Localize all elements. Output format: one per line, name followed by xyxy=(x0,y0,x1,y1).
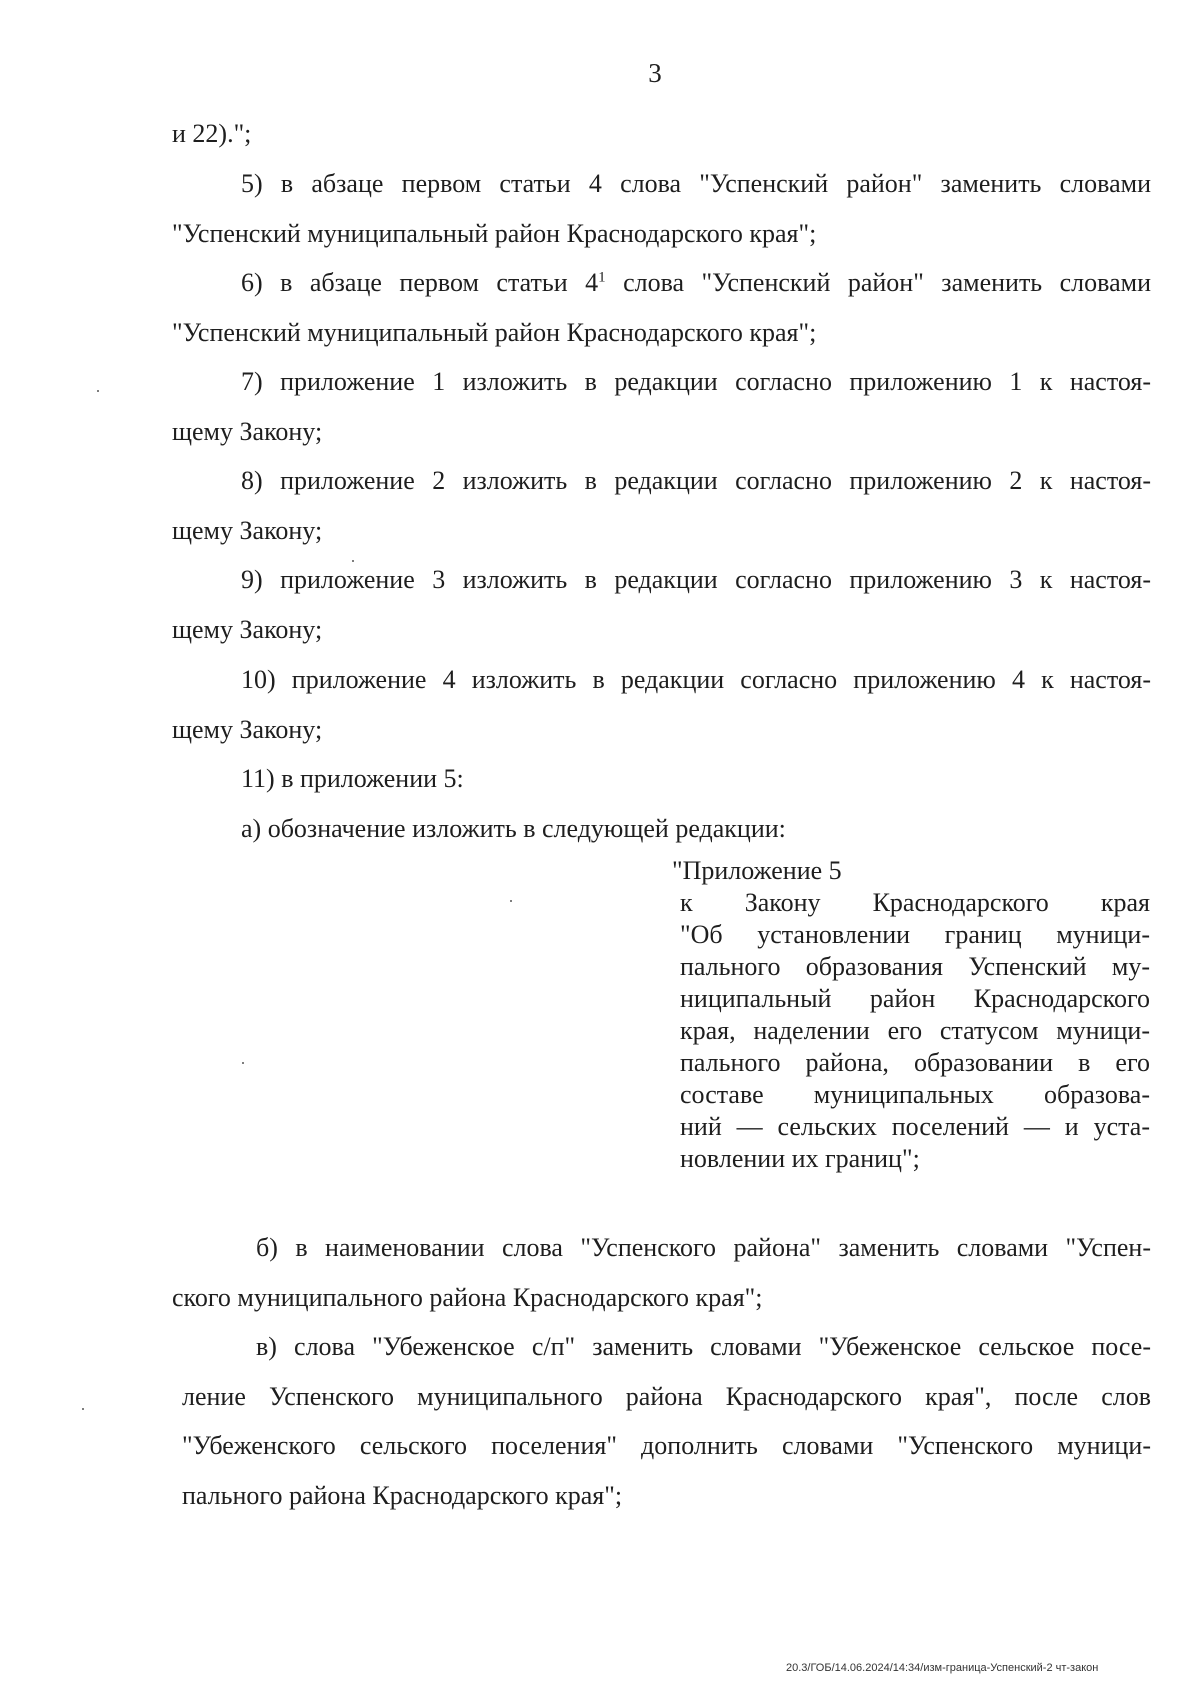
body-line: щему Закону; xyxy=(172,615,323,644)
body-line: 7) приложение 1 изложить в редакции согласно приложению 1 к настоя- xyxy=(241,367,1151,396)
appendix-line: пального района, образовании в его xyxy=(680,1048,1150,1077)
body-text: 6) в абзаце первом статьи 4 xyxy=(241,268,599,297)
body-line: и 22)."; xyxy=(172,119,252,148)
appendix-line: ний — сельских поселений — и уста- xyxy=(680,1112,1150,1141)
appendix-block xyxy=(672,855,1150,1175)
superscript: 1 xyxy=(598,269,606,286)
page-number: 3 xyxy=(648,58,662,88)
body-line: а) обозначение изложить в следующей редакции: xyxy=(241,814,786,843)
body-line: пального района Краснодарского края"; xyxy=(182,1481,623,1510)
document-code-footer: 20.3/ГОБ/14.06.2024/14:34/изм-граница-Успенский-2 чт-закон xyxy=(786,1662,1099,1674)
scan-speck xyxy=(97,390,99,392)
body-line: щему Закону; xyxy=(172,715,323,744)
appendix-line: к Закону Краснодарского края xyxy=(680,888,1150,917)
appendix-title: "Приложение 5 xyxy=(672,856,842,885)
body-line: "Успенский муниципальный район Краснодарского края"; xyxy=(172,318,817,347)
body-line: "Успенский муниципальный район Краснодарского края"; xyxy=(172,219,817,248)
body-line: 10) приложение 4 изложить в редакции согласно приложению 4 к настоя- xyxy=(241,665,1151,694)
body-line: "Убеженского сельского поселения" дополнить словами "Успенского муници- xyxy=(182,1431,1151,1460)
body-line: в) слова "Убеженское с/п" заменить словами "Убеженское сельское посе- xyxy=(256,1332,1151,1361)
body-line: ского муниципального района Краснодарского края"; xyxy=(172,1283,763,1312)
body-line: 5) в абзаце первом статьи 4 слова "Успенский район" заменить словами xyxy=(241,169,1151,198)
body-line xyxy=(241,267,1151,299)
body-line: 9) приложение 3 изложить в редакции согласно приложению 3 к настоя- xyxy=(241,565,1151,594)
appendix-line: составе муниципальных образова- xyxy=(680,1080,1150,1109)
appendix-line: новлении их границ"; xyxy=(680,1144,920,1173)
appendix-line: "Об установлении границ муници- xyxy=(680,920,1150,949)
scan-speck xyxy=(352,560,354,562)
body-line: 8) приложение 2 изложить в редакции согласно приложению 2 к настоя- xyxy=(241,466,1151,495)
scan-speck xyxy=(510,900,512,902)
body-line: ление Успенского муниципального района Краснодарского края", после слов xyxy=(182,1382,1151,1411)
scan-speck xyxy=(242,1062,244,1064)
body-line: б) в наименовании слова "Успенского района" заменить словами "Успен- xyxy=(256,1233,1151,1262)
scan-speck xyxy=(82,1408,84,1410)
appendix-line: ниципальный район Краснодарского xyxy=(680,984,1150,1013)
body-line: 11) в приложении 5: xyxy=(241,764,464,793)
appendix-line: края, наделении его статусом муници- xyxy=(680,1016,1150,1045)
appendix-line: пального образования Успенский му- xyxy=(680,952,1150,981)
body-line: щему Закону; xyxy=(172,516,323,545)
body-text: слова "Успенский район" заменить словами xyxy=(605,268,1151,297)
body-line: щему Закону; xyxy=(172,417,323,446)
